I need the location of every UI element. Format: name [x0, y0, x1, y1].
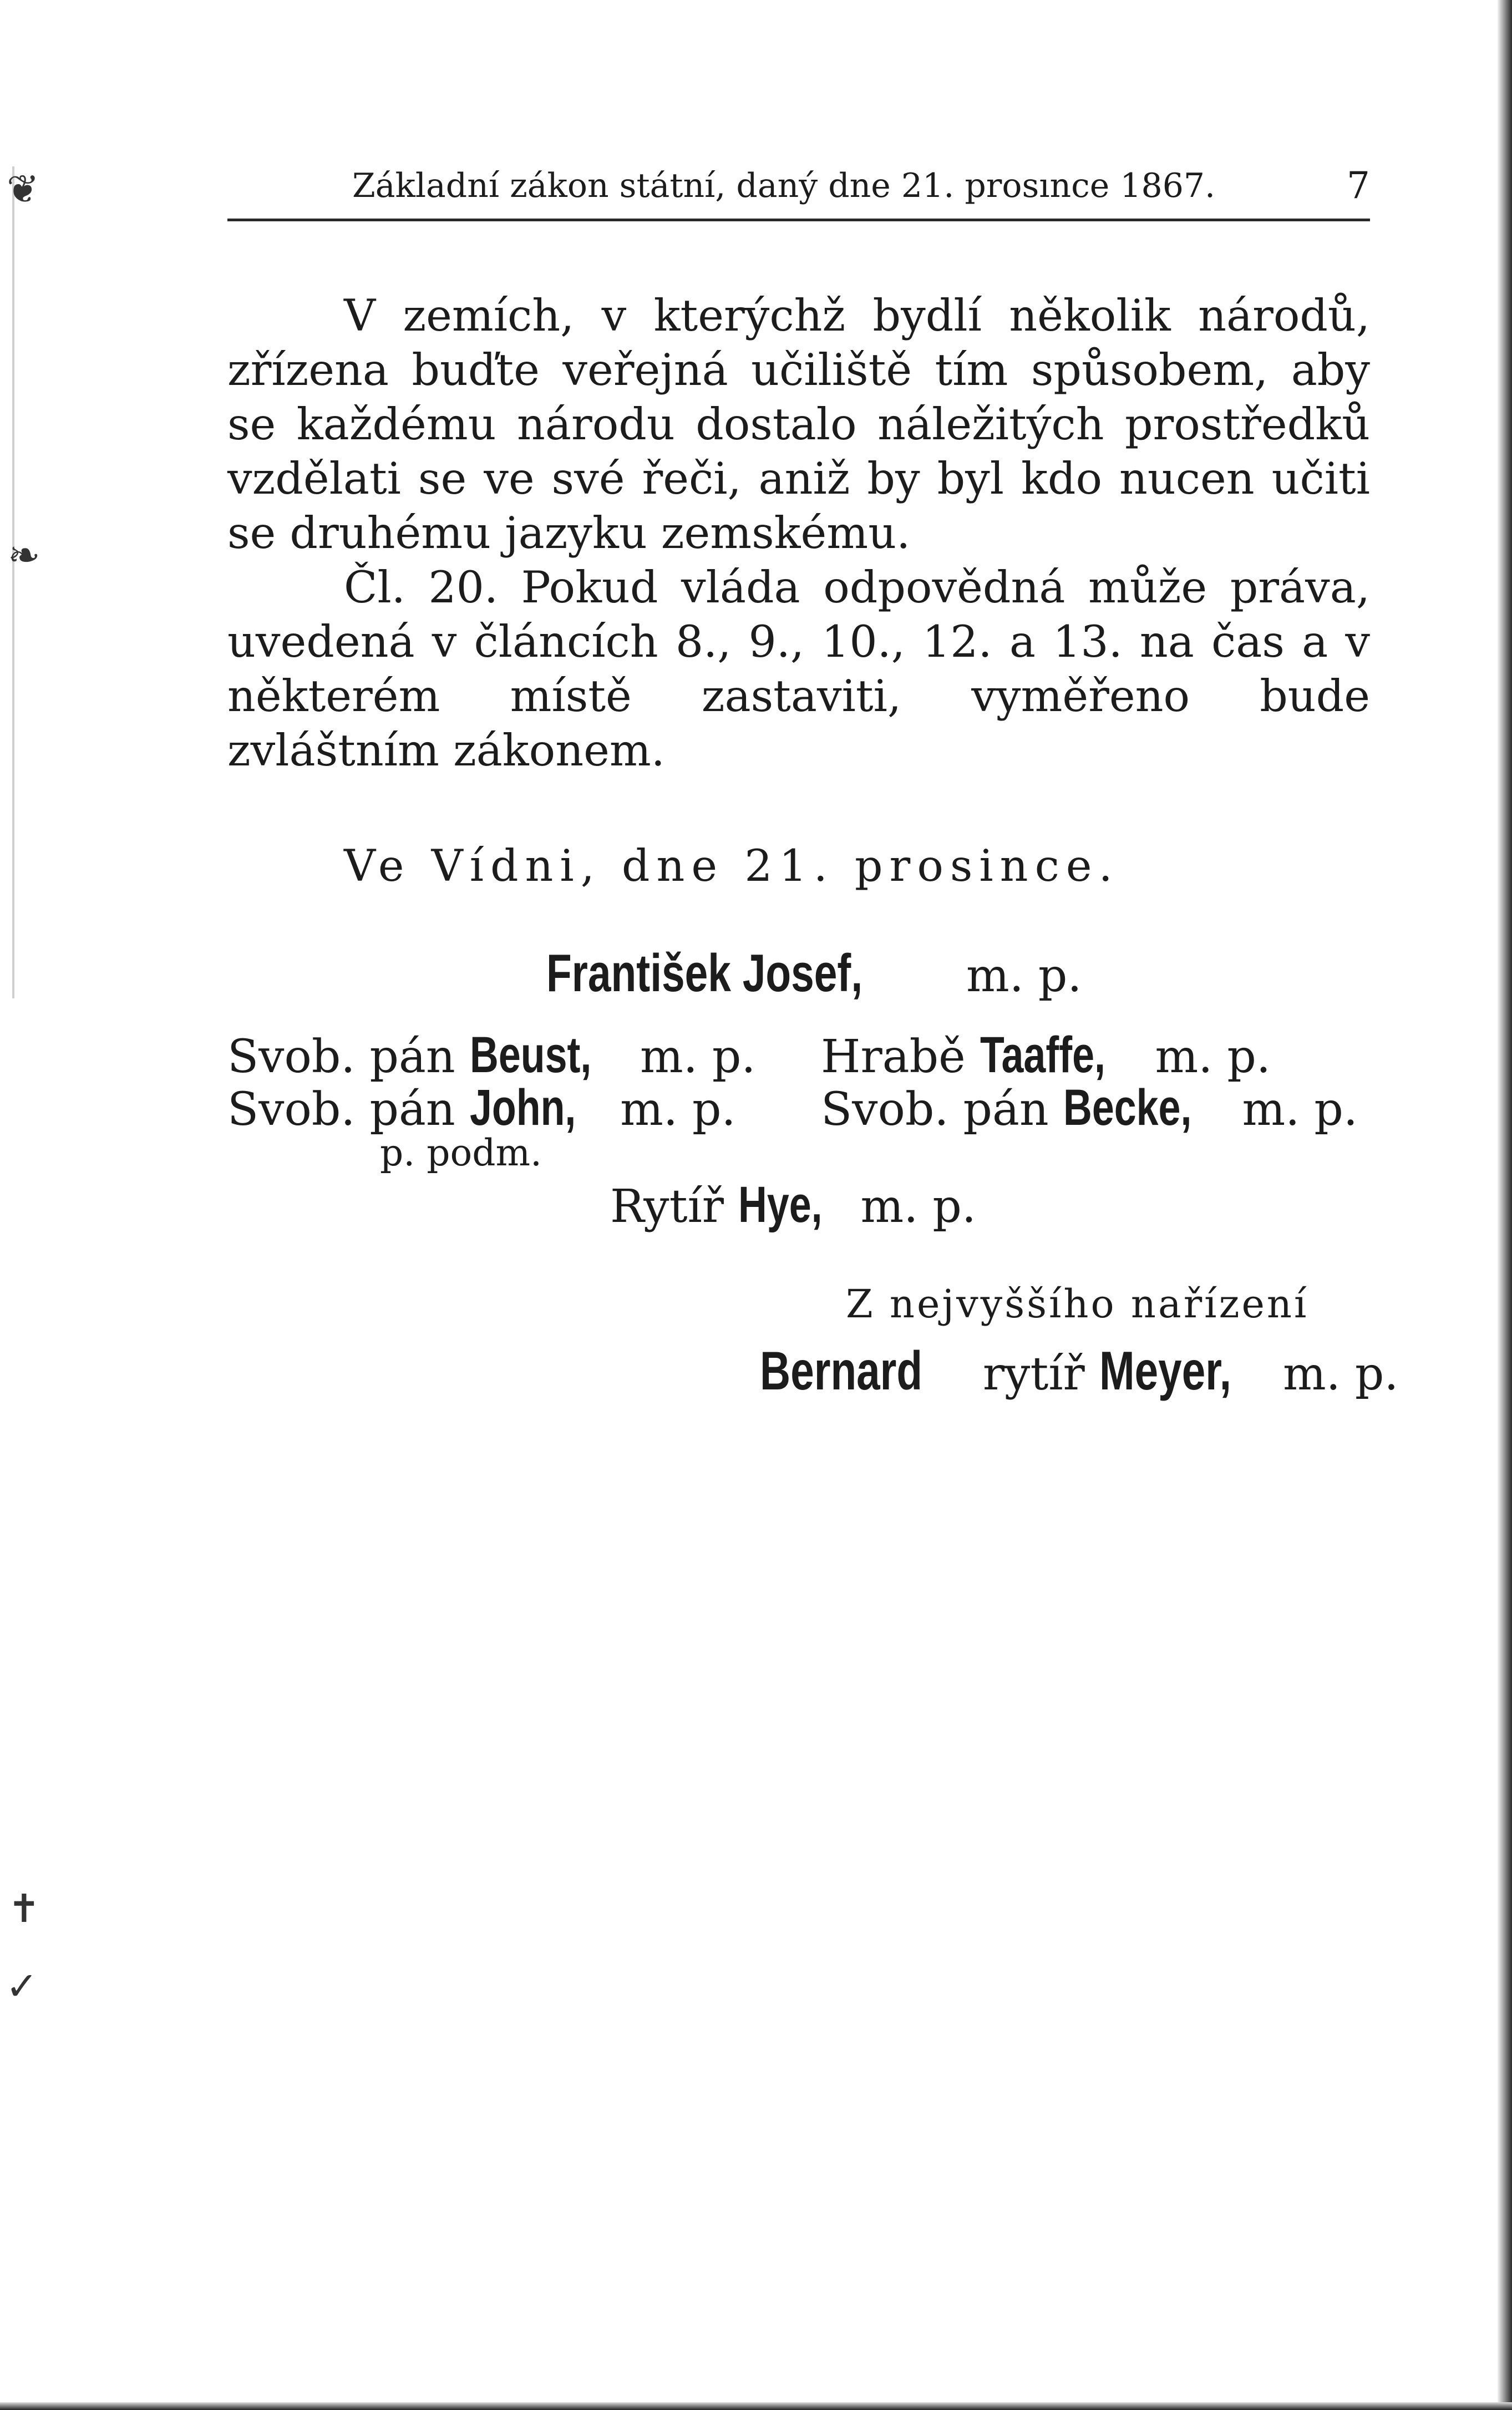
running-header — [227, 166, 1370, 211]
signature-becke — [821, 1079, 1358, 1137]
body-text — [227, 288, 1370, 778]
signature-first-name: Bernard — [760, 1340, 923, 1401]
signature-prefix: Svob. pán — [227, 1083, 455, 1136]
place-date: Ve Vídni, dne 21. prosince. — [344, 840, 1119, 891]
signature-prefix: Rytíř — [610, 1180, 724, 1233]
signature-suffix: m. p. — [620, 1083, 736, 1136]
signature-suffix: m. p. — [1242, 1083, 1358, 1136]
article-number: Čl. 20. — [344, 562, 499, 613]
signature-meyer — [760, 1340, 1398, 1402]
signature-name: Becke, — [1063, 1079, 1192, 1136]
signature-prefix: Svob. pán — [227, 1031, 455, 1083]
signature-suffix: m. p. — [1283, 1348, 1399, 1401]
header-title: Základní zákon státní, daný dne 21. prosınce 1867. — [352, 166, 1216, 205]
article-paragraph — [227, 560, 1370, 778]
signature-prefix: Hrabě — [821, 1031, 966, 1083]
page-left-edge — [12, 166, 14, 998]
margin-mark-icon: ✝ — [8, 1886, 40, 1931]
margin-mark-icon: ❧ — [8, 532, 40, 578]
signature-suffix: m. p. — [860, 1180, 976, 1233]
signature-name: Meyer, — [1099, 1340, 1231, 1401]
signature-hye — [610, 1176, 976, 1234]
signature-taaffe — [821, 1026, 1271, 1084]
paragraph — [227, 288, 1370, 560]
signature-name: Hye, — [738, 1176, 823, 1233]
order-line: Z nejvyššího nařízení — [846, 1281, 1309, 1327]
signature-name: Beust, — [469, 1027, 592, 1083]
paragraph-text: zřízena buďte veřejná učiliště tím spůsobem, aby se každému národu dostalo náležitých prostředků vzdělati se ve své řeči, aniž by byl kdo nucen učiti se druhému jazyku zemskému. — [227, 344, 1370, 559]
signature-name: Taaffe, — [980, 1027, 1105, 1083]
signature-name: František Josef, — [546, 943, 863, 1003]
signature-name: John, — [469, 1079, 576, 1136]
signature-john — [227, 1079, 736, 1137]
signature-suffix: m. p. — [966, 950, 1082, 1002]
margin-mark-icon: ✓ — [6, 1963, 38, 2009]
article-text: Pokud vláda odpovědná může práva, uvedená v článcích 8., 9., 10., 12. a 13. na čas a v některém místě zastaviti, vyměřeno bude zvláštním zákonem. — [227, 562, 1370, 776]
page-bottom-edge — [0, 2402, 1512, 2410]
signature-suffix: m. p. — [640, 1031, 756, 1083]
signature-suffix: m. p. — [1155, 1031, 1271, 1083]
paragraph-text: V zemích, v kterýchž bydlí několik národů, — [344, 290, 1370, 341]
signature-title: rytíř — [982, 1348, 1085, 1401]
signature-podm: p. podm. — [380, 1132, 542, 1174]
signature-prefix: Svob. pán — [821, 1083, 1049, 1136]
page-number: 7 — [1347, 164, 1370, 207]
header-rule — [227, 219, 1370, 221]
margin-mark-icon: ❦ — [7, 166, 39, 212]
signature-emperor — [546, 943, 1082, 1004]
signature-beust — [227, 1026, 755, 1084]
page-right-edge — [1498, 0, 1512, 2410]
